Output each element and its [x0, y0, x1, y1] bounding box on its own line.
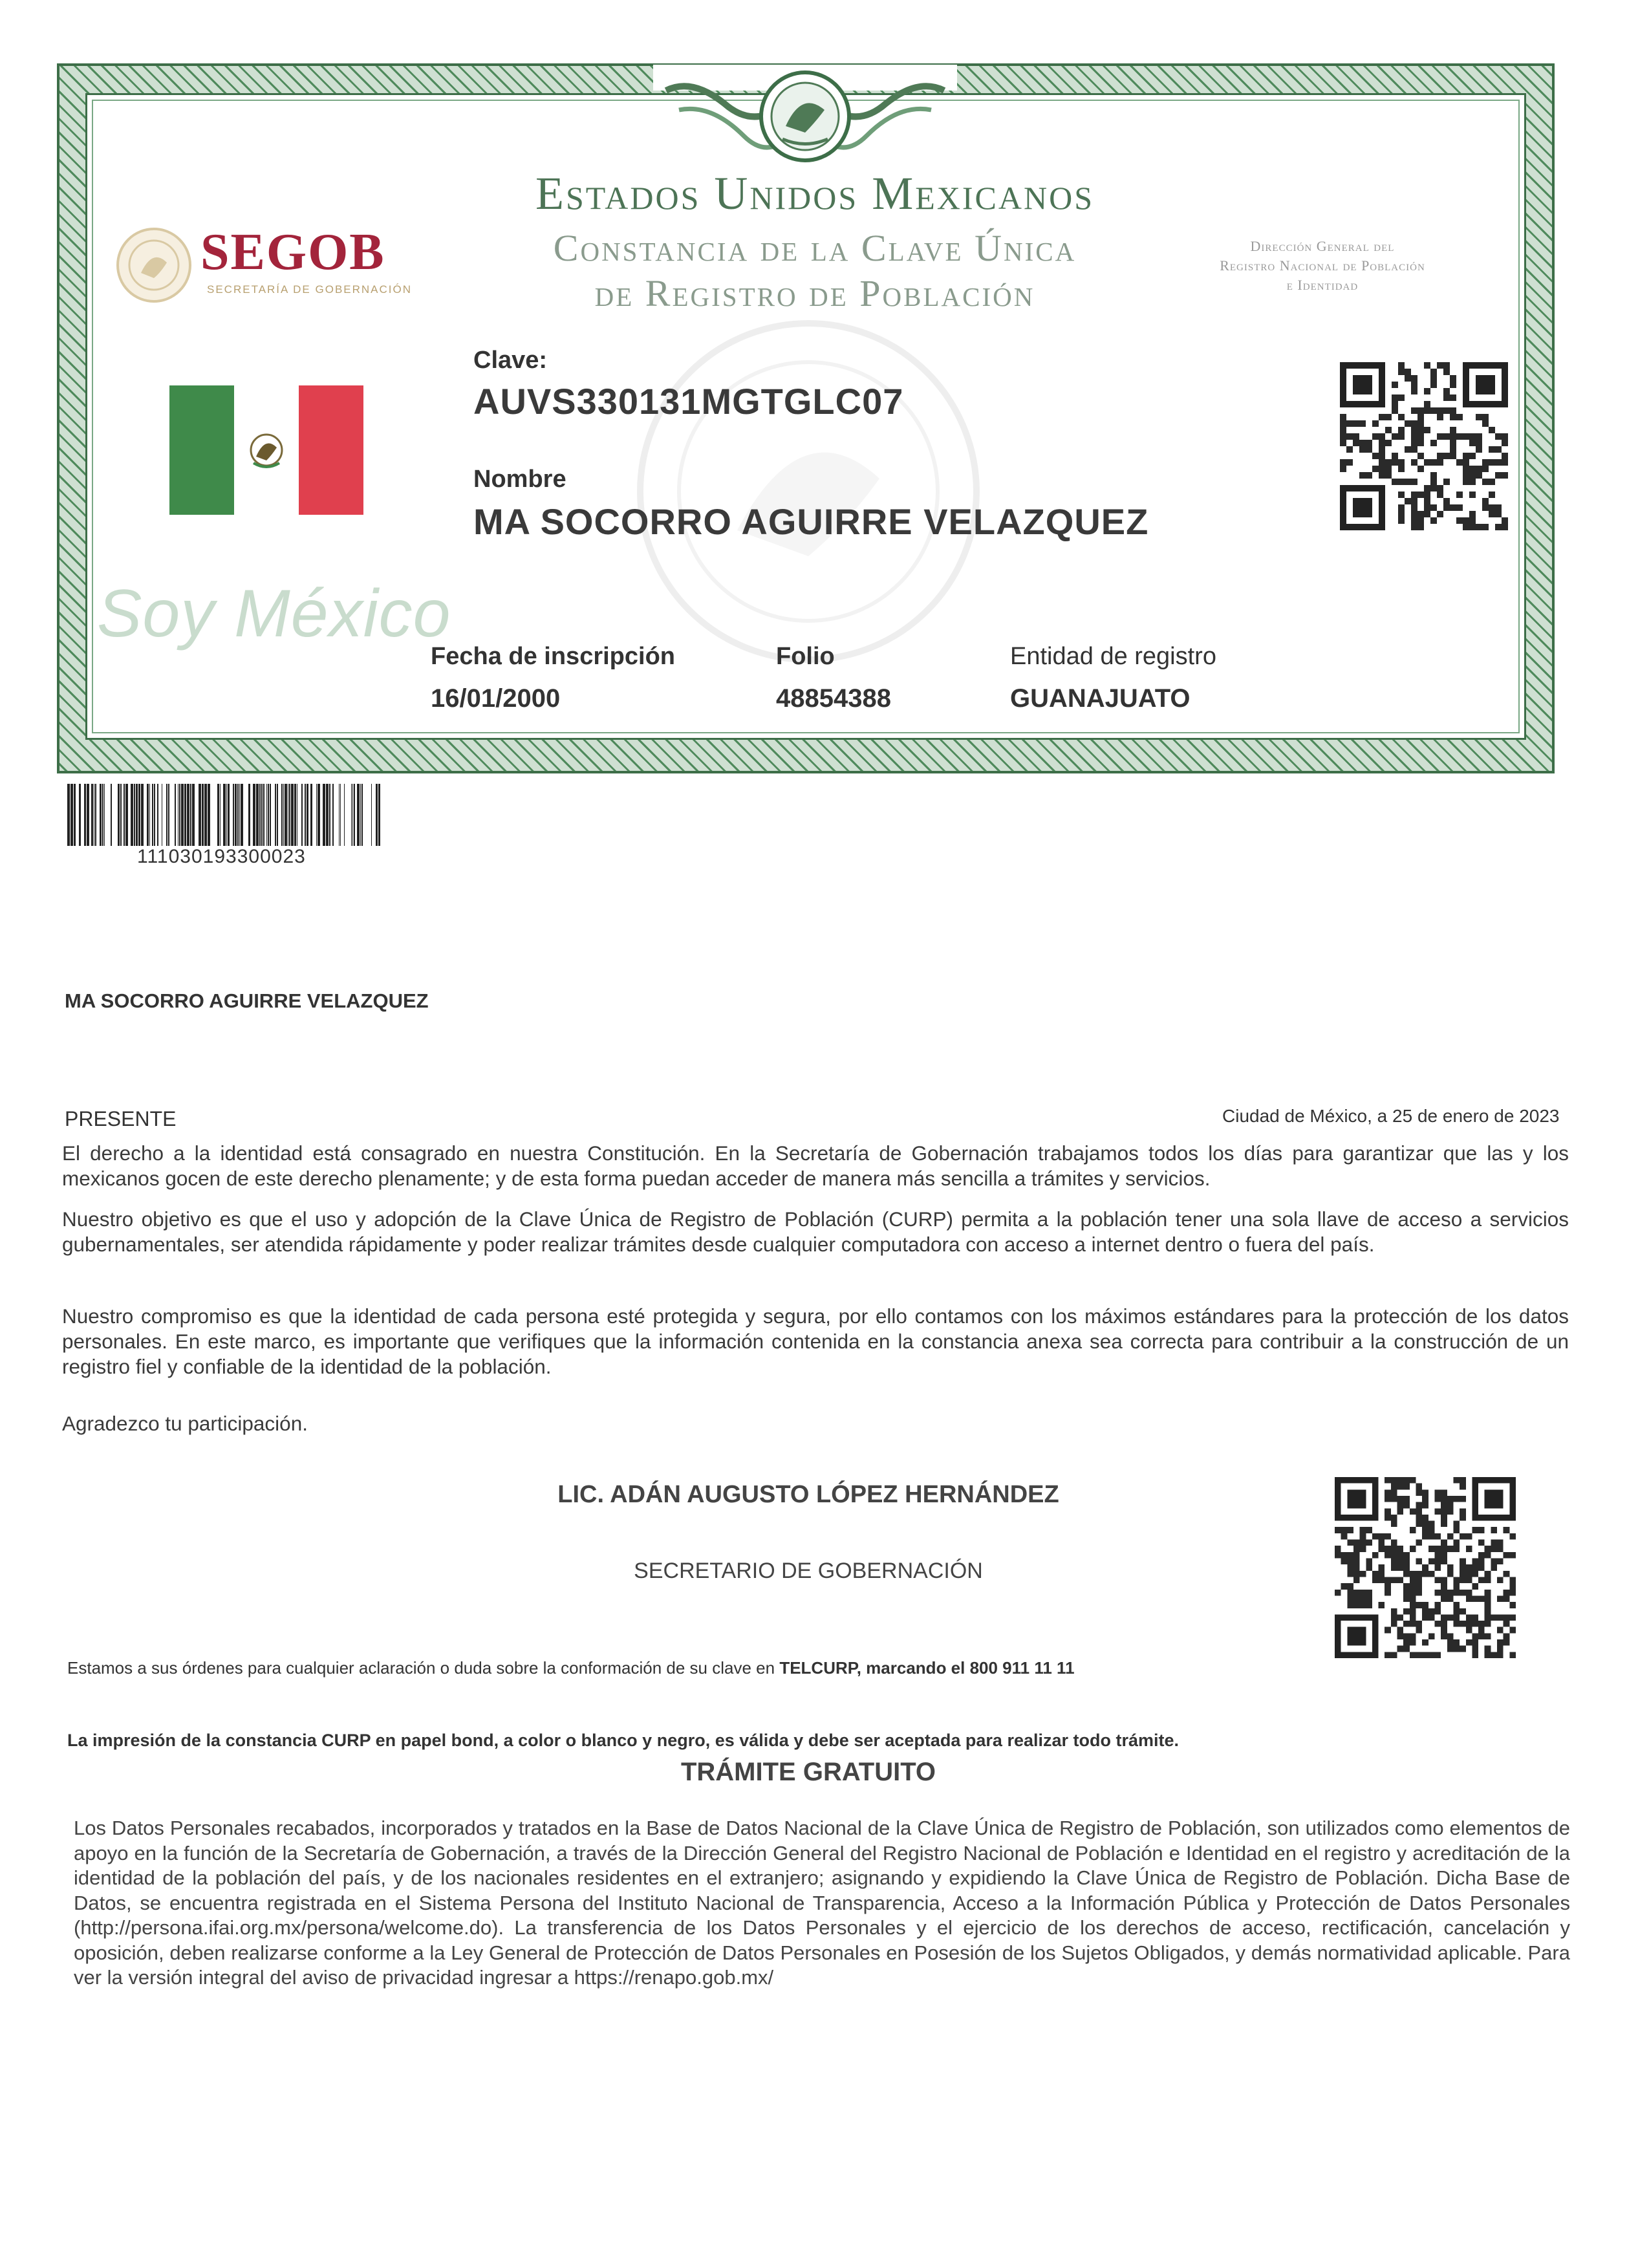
telcurp-note [67, 1658, 1075, 1678]
paragraph-commitment: Nuestro compromiso es que la identidad de cada persona esté protegida y segura, por ello contamos con los máximos estándares para la protección de los datos personales. En este marco, es importante que verifiques que la información contenida en la constancia anexa sea correcta para contribuir a la construcción de un registro fiel y confiable de la identidad de la población. [62, 1304, 1569, 1378]
barcode-number: 111030193300023 [137, 846, 306, 867]
national-crest-icon [653, 65, 957, 175]
issuing-agency-line3: e Identidad [1286, 277, 1359, 293]
free-procedure-title: TRÁMITE GRATUITO [680, 1758, 936, 1786]
telcurp-text: Estamos a sus órdenes para cualquier aclaración o duda sobre la conformación de su clave en [67, 1658, 780, 1678]
segob-subtitle: SECRETARÍA DE GOBERNACIÓN [207, 283, 413, 296]
folio-label: Folio [776, 643, 835, 670]
document-subtitle-line1: Constancia de la Clave Única [553, 227, 1077, 269]
issuing-agency-line1: Dirección General del [1250, 238, 1395, 254]
presente-label: PRESENTE [65, 1107, 177, 1130]
segob-logo-text: SEGOB [200, 224, 385, 281]
qr-code-icon [1335, 1477, 1516, 1658]
privacy-notice: Los Datos Personales recabados, incorporados y tratados en la Base de Datos Nacional de la Clave Única de Registro de Población, son utilizados como elementos de apoyo en la función de la Secretaría de Gobernación, a través de la Dirección General del Registro Nacional de Población e Identidad en el registro y acreditación de la identidad de la población del país, y de los nacionales residentes en el extranjero; asignando y expidiendo la Clave Única de Registro de Población. Dicha Base de Datos, se encuentra registrada en el Sistema Persona del Instituto Nacional de Transparencia, Acceso a la Información Pública y Protección de Datos Personales (http://persona.ifai.org.mx/persona/welcome.do). La transferencia de los Datos Personales y el ejercicio de los derechos de acceso, rectificación, cancelación y oposición, deben realizarse conforme a la Ley General de Protección de Datos Personales en Posesión de los Sujetos Obligados, y demás normatividad aplicable. Para ver la versión integral del aviso de privacidad ingresar a https://renapo.gob.mx/ [74, 1817, 1570, 1989]
entidad-label: Entidad de registro [1010, 643, 1216, 670]
document-subtitle-line2: de Registro de Población [594, 272, 1035, 314]
entidad-value: GUANAJUATO [1010, 684, 1191, 713]
mexican-flag-icon [169, 385, 363, 515]
fecha-inscripcion-value: 16/01/2000 [431, 684, 561, 713]
addressee: MA SOCORRO AGUIRRE VELAZQUEZ [65, 989, 429, 1012]
issuing-agency [1170, 237, 1474, 295]
place-date: Ciudad de México, a 25 de enero de 2023 [1222, 1106, 1560, 1126]
signer-name: LIC. ADÁN AUGUSTO LÓPEZ HERNÁNDEZ [557, 1481, 1059, 1508]
qr-code-icon [1340, 362, 1514, 530]
document-title: Estados Unidos Mexicanos [535, 167, 1095, 219]
fecha-inscripcion-label: Fecha de inscripción [431, 643, 675, 670]
segob-seal-icon [115, 226, 193, 304]
folio-value: 48854388 [776, 684, 891, 713]
slogan-watermark: Soy México [97, 576, 451, 651]
signer-role: SECRETARIO DE GOBERNACIÓN [634, 1559, 983, 1583]
nombre-value: MA SOCORRO AGUIRRE VELAZQUEZ [473, 501, 1149, 542]
barcode-icon [67, 784, 380, 846]
issuing-agency-line2: Registro Nacional de Población [1220, 257, 1425, 274]
telcurp-phone: TELCURP, marcando el 800 911 11 11 [779, 1658, 1075, 1678]
nombre-label: Nombre [473, 466, 566, 493]
print-validity-note: La impresión de la constancia CURP en papel bond, a color o blanco y negro, es válida y debe ser aceptada para realizar todo trámite. [67, 1731, 1180, 1750]
crest-watermark [569, 310, 1048, 673]
paragraph-thanks: Agradezco tu participación. [62, 1412, 308, 1435]
paragraph-objective: Nuestro objetivo es que el uso y adopción de la Clave Única de Registro de Población (CURP) permita a la población tener una sola llave de acceso a servicios gubernamentales, ser atendida rápidamente y poder realizar trámites desde cualquier computadora con acceso a internet dentro o fuera del país. [62, 1207, 1569, 1256]
clave-label: Clave: [473, 347, 548, 374]
curp-value: AUVS330131MGTGLC07 [473, 381, 904, 422]
paragraph-identity: El derecho a la identidad está consagrado en nuestra Constitución. En la Secretaría de Gobernación trabajamos todos los días para garantizar que las y los mexicanos gocen de este derecho plenamente; y de esta forma puedan acceder de manera más sencilla a trámites y servicios. [62, 1141, 1569, 1190]
